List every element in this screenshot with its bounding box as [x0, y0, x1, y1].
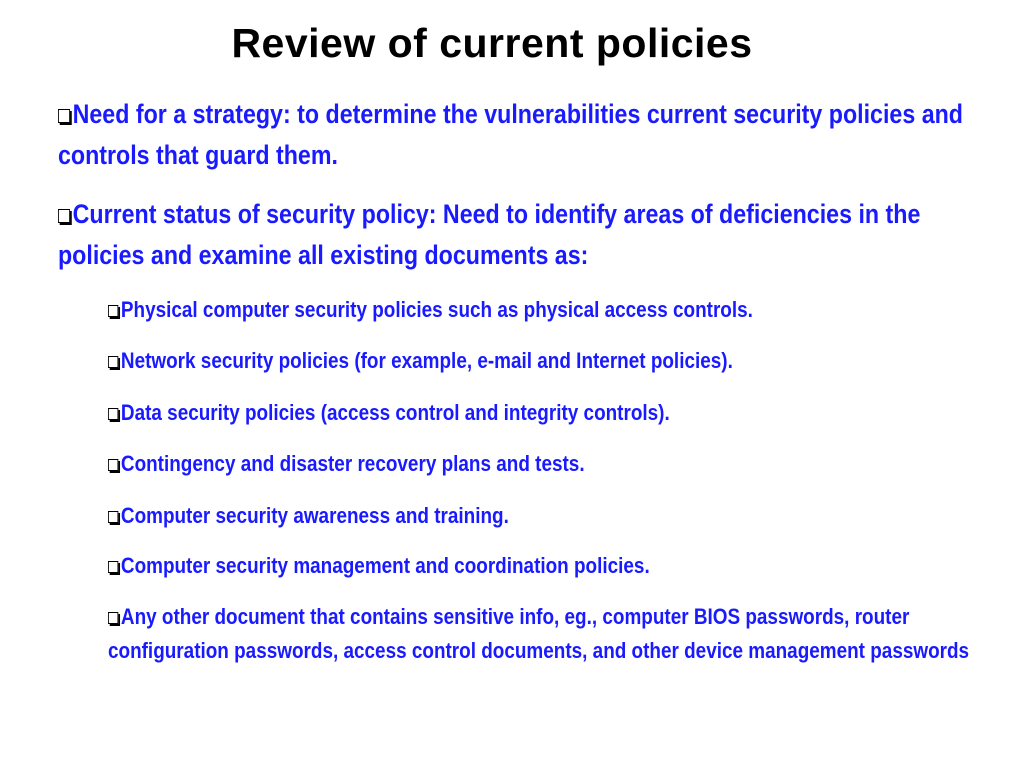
sub-bullet-text: Computer security management and coordination policies. — [120, 553, 650, 578]
checkbox-bullet-icon — [108, 305, 118, 317]
sub-bullet-text: Computer security awareness and training. — [120, 503, 509, 528]
sub-bullet-text: Contingency and disaster recovery plans and tests. — [120, 451, 585, 476]
sub-bullet-text: Network security policies (for example, e-mail and Internet policies). — [120, 348, 733, 373]
slide-title-text: Review of current policies — [231, 20, 753, 66]
sub-bullet-text: Data security policies (access control and integrity controls). — [120, 400, 670, 425]
bullet-strategy — [58, 94, 1004, 176]
checkbox-bullet-icon — [108, 356, 118, 368]
checkbox-bullet-icon — [108, 561, 118, 573]
sub-bullet-text: Any other document that contains sensitive info, eg., computer BIOS passwords, router configuration passwords, access control documents, and other device management passwords — [108, 604, 970, 663]
checkbox-bullet-icon — [58, 109, 70, 123]
checkbox-bullet-icon — [108, 408, 118, 420]
slide-title — [0, 20, 1024, 67]
sub-bullet-physical — [108, 293, 1002, 327]
bullet-text: Current status of security policy: Need to identify areas of deficiencies in the policies and examine all existing documents as: — [58, 199, 921, 270]
sub-bullet-data — [108, 396, 1002, 430]
sub-bullet-awareness — [108, 499, 1002, 533]
sub-bullet-network — [108, 344, 1002, 378]
checkbox-bullet-icon — [58, 209, 70, 223]
sub-bullet-contingency — [108, 447, 1002, 481]
checkbox-bullet-icon — [108, 612, 118, 624]
checkbox-bullet-icon — [108, 459, 118, 471]
bullet-current-status — [58, 194, 1004, 276]
sub-bullet-management — [108, 549, 1002, 583]
sub-bullet-other — [108, 600, 977, 668]
checkbox-bullet-icon — [108, 511, 118, 523]
sub-bullet-text: Physical computer security policies such as physical access controls. — [120, 297, 753, 322]
bullet-text: Need for a strategy: to determine the vulnerabilities current security policies and controls that guard them. — [58, 99, 963, 170]
